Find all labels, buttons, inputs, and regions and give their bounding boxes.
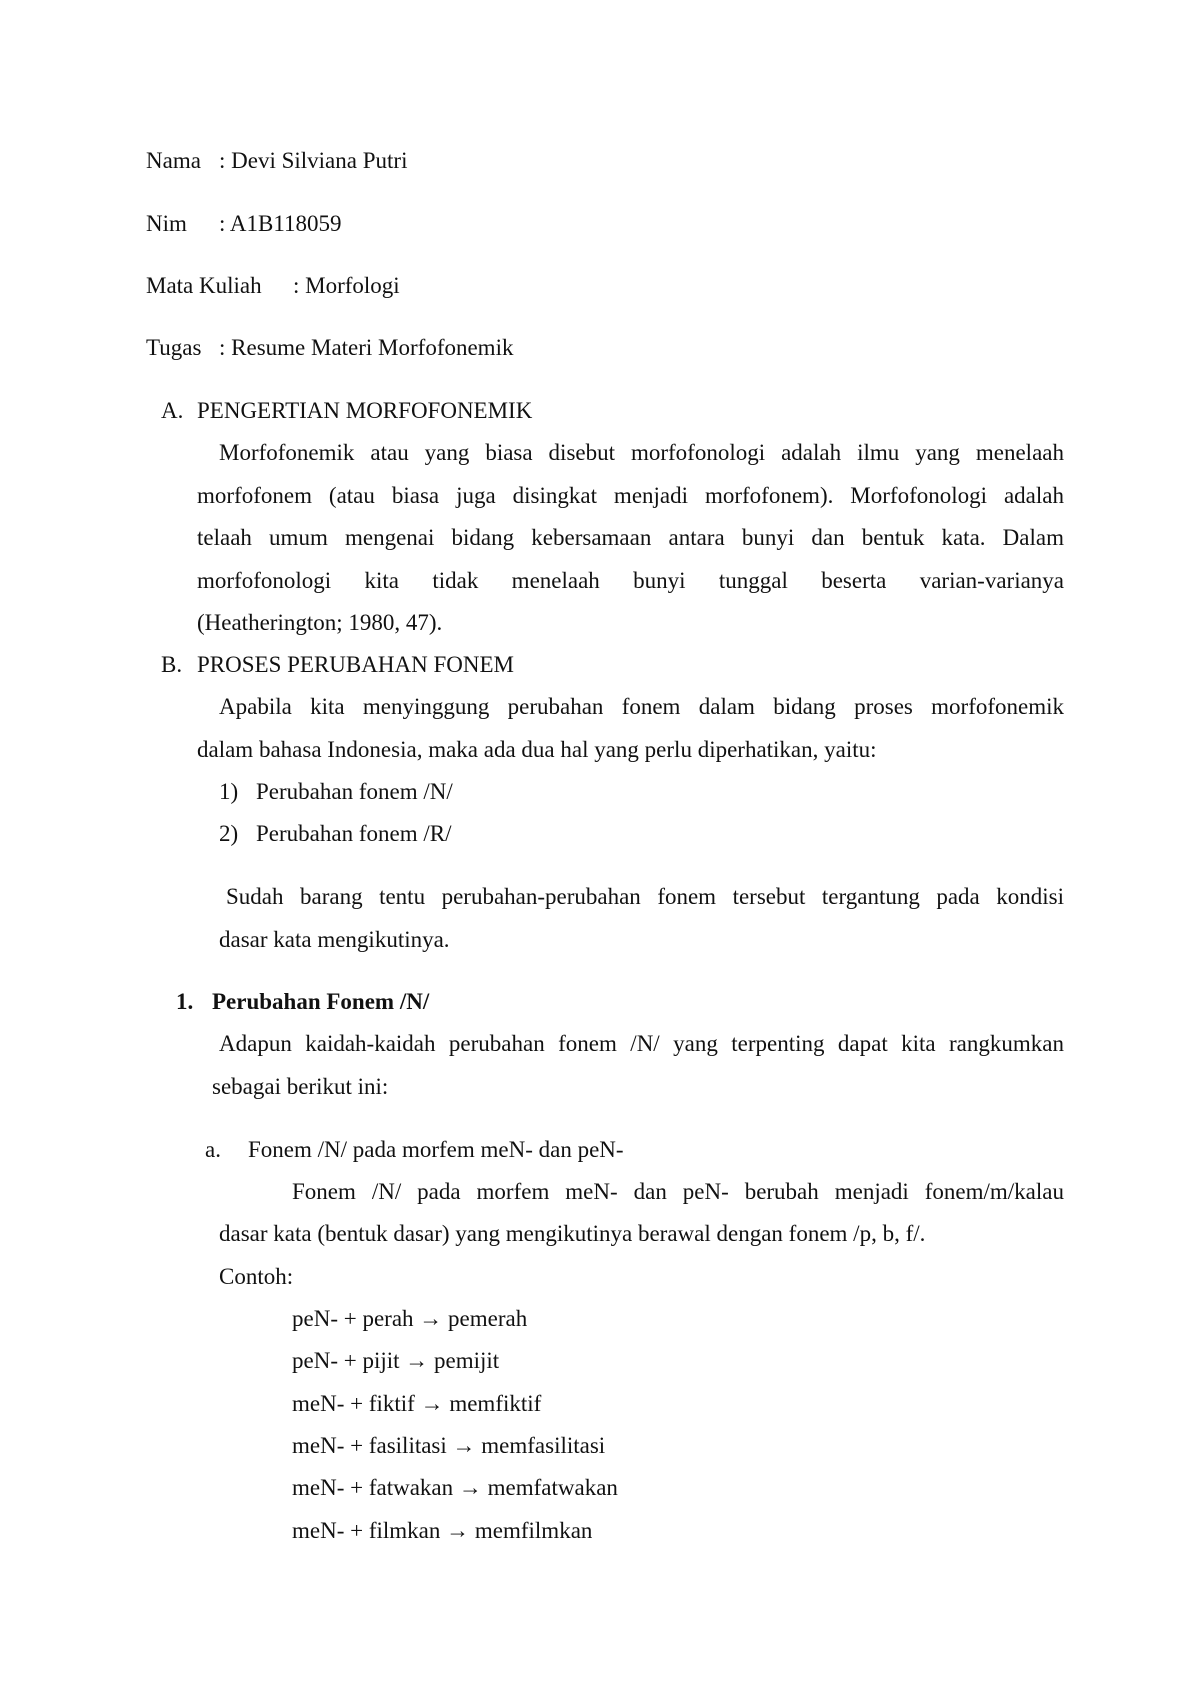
section-b-marker: B. [161,652,183,677]
point-a-line: Fonem /N/ pada morfem meN- dan peN- berubah menjadi fonem/m/kalau [292,1179,1064,1204]
section-b-closing-line: Sudah barang tentu perubahan-perubahan fonem tersebut tergantung pada kondisi [226,884,1064,909]
section-b-intro-line: dalam bahasa Indonesia, maka ada dua hal yang perlu diperhatikan, yaitu: [197,737,877,762]
contoh-label: Contoh: [219,1264,294,1289]
subsection-1-heading: Perubahan Fonem /N/ [212,989,430,1014]
example-item: meN- + fiktif → memfiktif [292,1391,542,1416]
section-a-heading: PENGERTIAN MORFOFONEMIK [197,398,533,423]
matkul-value: : Morfologi [293,273,400,298]
section-a-line: morfofonologi kita tidak menelaah bunyi tunggal beserta varian-varianya [197,568,1064,593]
section-a-line: (Heatherington; 1980, 47). [197,610,443,635]
subsection-1-line: Adapun kaidah-kaidah perubahan fonem /N/ yang terpenting dapat kita rangkumkan [219,1031,1064,1056]
nim-label: Nim [146,211,187,236]
list-item: Perubahan fonem /R/ [256,821,452,846]
list-number: 2) [219,821,239,846]
nama-value: : Devi Silviana Putri [219,148,408,173]
section-a-line: Morfofonemik atau yang biasa disebut morfofonologi adalah ilmu yang menelaah [219,440,1064,465]
example-item: meN- + fasilitasi → memfasilitasi [292,1433,606,1458]
example-item: meN- + fatwakan → memfatwakan [292,1475,618,1500]
section-a-line: telaah umum mengenai bidang kebersamaan antara bunyi dan bentuk kata. Dalam [197,525,1064,550]
list-item: Perubahan fonem /N/ [256,779,453,804]
tugas-value: : Resume Materi Morfofonemik [219,335,514,360]
section-a-marker: A. [161,398,184,423]
list-number: 1) [219,779,239,804]
nama-label: Nama [146,148,201,173]
matkul-label: Mata Kuliah [146,273,262,298]
point-a-marker: a. [205,1137,221,1162]
point-a-line: dasar kata (bentuk dasar) yang mengikutinya berawal dengan fonem /p, b, f/. [219,1221,926,1246]
subsection-1-line: sebagai berikut ini: [212,1074,389,1099]
example-item: peN- + perah → pemerah [292,1306,528,1331]
example-item: meN- + filmkan → memfilmkan [292,1518,593,1543]
section-a-line: morfofonem (atau biasa juga disingkat menjadi morfofonem). Morfofonologi adalah [197,483,1064,508]
subsection-1-marker: 1. [176,989,194,1014]
example-item: peN- + pijit → pemijit [292,1348,500,1373]
section-b-heading: PROSES PERUBAHAN FONEM [197,652,514,677]
section-b-intro-line: Apabila kita menyinggung perubahan fonem dalam bidang proses morfofonemik [219,694,1064,719]
point-a-heading: Fonem /N/ pada morfem meN- dan peN- [248,1137,624,1162]
tugas-label: Tugas [146,335,202,360]
section-b-closing-line: dasar kata mengikutinya. [219,927,450,952]
nim-value: : A1B118059 [219,211,342,236]
